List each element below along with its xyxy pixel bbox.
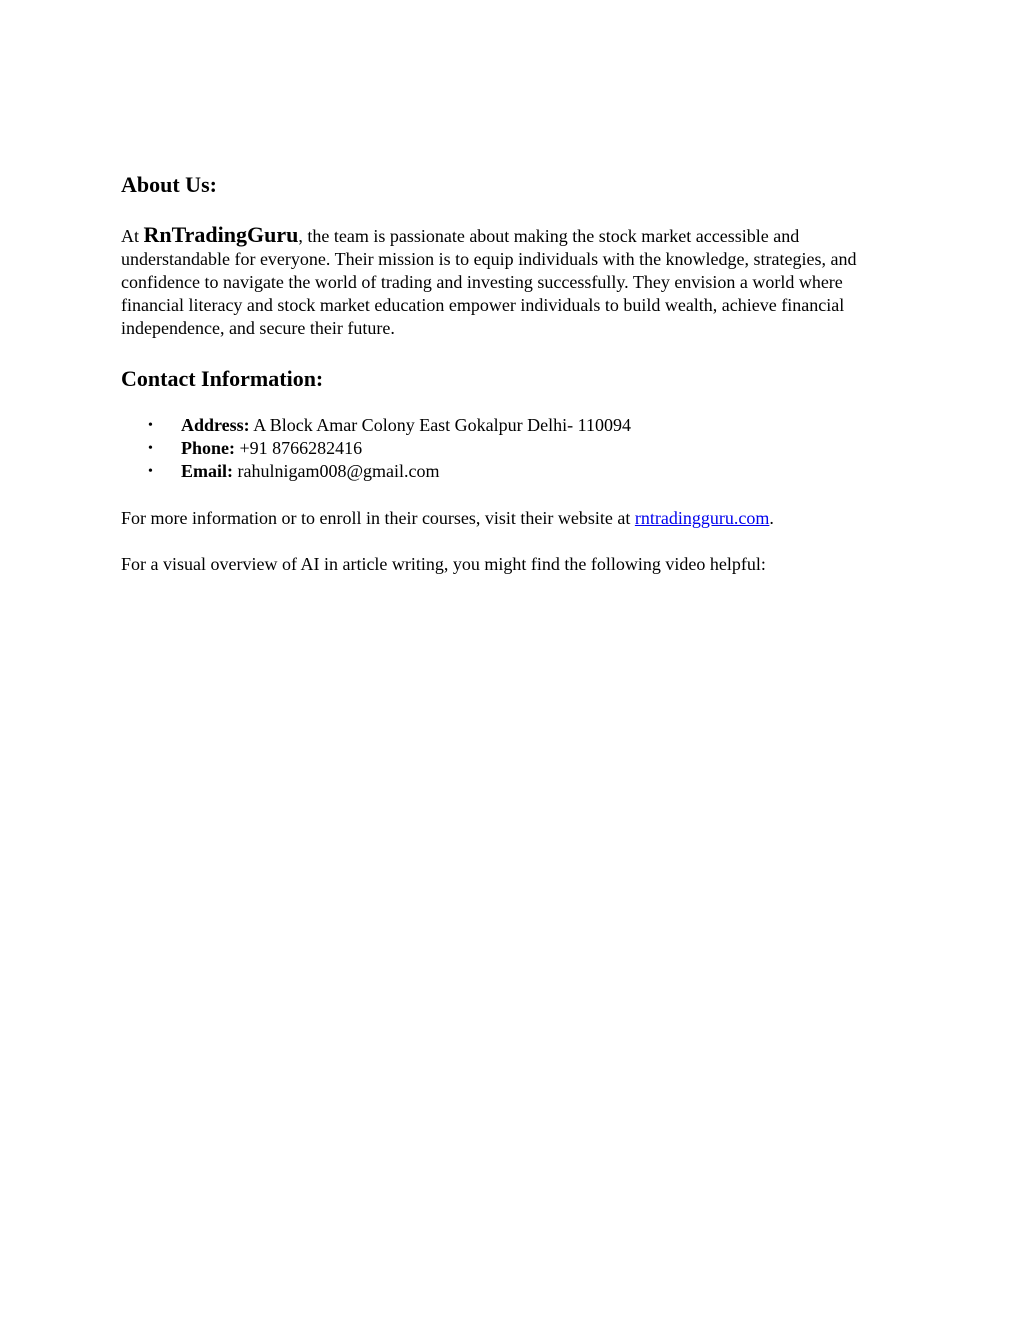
address-value: A Block Amar Colony East Gokalpur Delhi- 110094: [249, 415, 631, 435]
address-label: Address:: [181, 415, 250, 435]
bullet-icon: •: [148, 464, 153, 479]
contact-item-phone: [121, 437, 631, 460]
contact-heading: Contact Information:: [121, 366, 324, 391]
about-heading: About Us:: [121, 172, 217, 197]
more-info-suffix: .: [769, 508, 774, 528]
email-label: Email:: [181, 461, 233, 481]
bullet-icon: •: [148, 441, 153, 456]
more-info-text: For more information or to enroll in their courses, visit their website at: [121, 508, 635, 528]
about-body: , the team is passionate about making the stock market accessible and understandable for everyone. Their mission is to equip individuals with the knowledge, strategies, and confidence to navigate the world of trading and investing successfully. They envision a world where financial literacy and stock market education empower individuals to build wealth, achieve financial independence, and secure their future.: [121, 226, 857, 338]
contact-list: [121, 414, 631, 483]
video-overview-paragraph: For a visual overview of AI in article writing, you might find the following video helpful:: [121, 554, 766, 574]
website-link[interactable]: rntradingguru.com: [634, 508, 770, 528]
phone-label: Phone:: [181, 438, 235, 458]
about-intro: At: [121, 226, 144, 246]
about-paragraph: [121, 223, 901, 340]
email-value: rahulnigam008@gmail.com: [233, 461, 440, 481]
bullet-icon: •: [148, 418, 153, 433]
more-info-paragraph: [121, 507, 774, 530]
contact-item-email: [121, 460, 631, 483]
contact-item-address: [121, 414, 631, 437]
brand-name: RnTradingGuru: [143, 222, 299, 247]
phone-value: +91 8766282416: [235, 438, 363, 458]
